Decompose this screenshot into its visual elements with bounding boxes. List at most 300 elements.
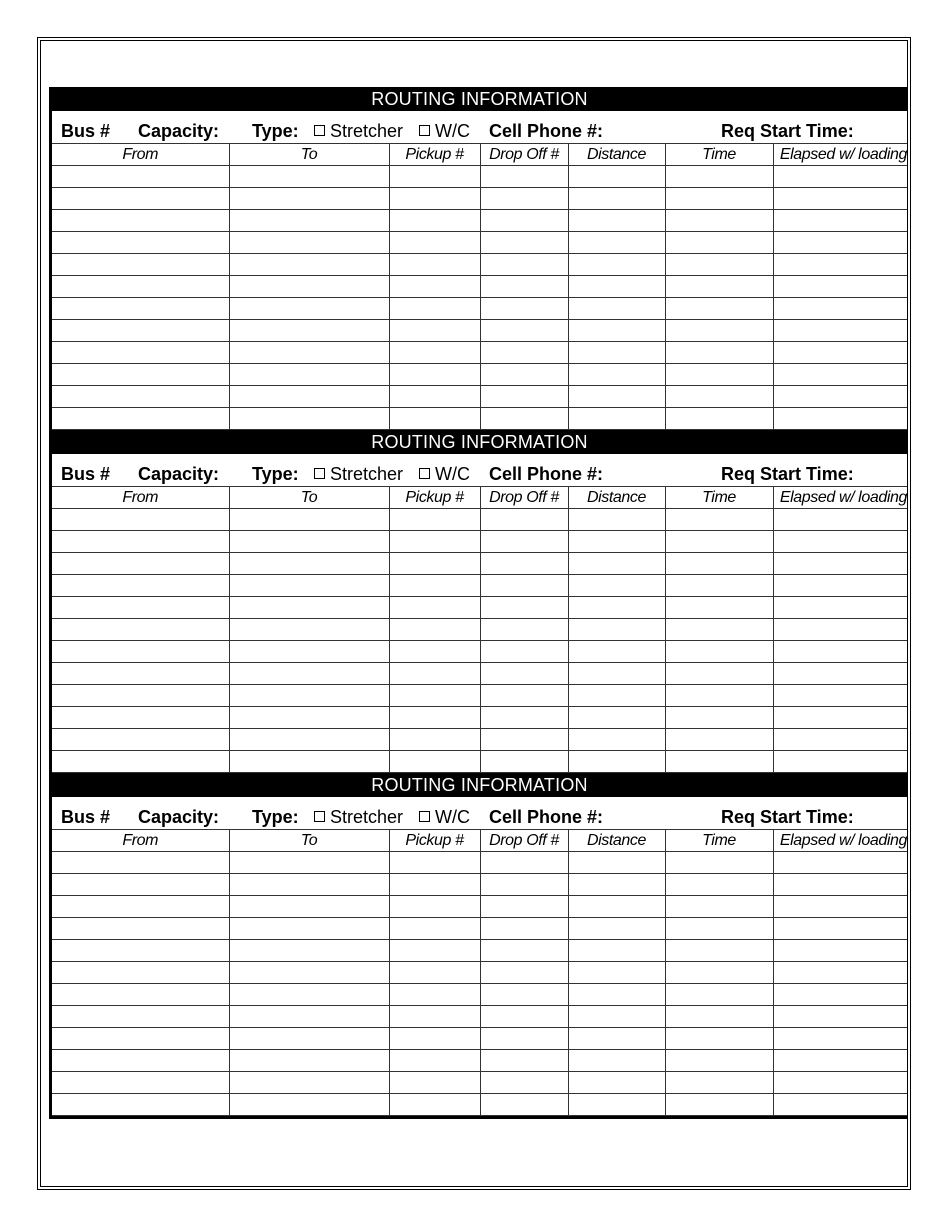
table-cell[interactable]: [52, 641, 229, 663]
table-cell[interactable]: [52, 1050, 229, 1072]
bus-number-label: Bus #: [61, 121, 111, 141]
table-cell[interactable]: [568, 1072, 665, 1094]
table-cell[interactable]: [773, 663, 907, 685]
table-cell[interactable]: [568, 1050, 665, 1072]
table-cell[interactable]: [389, 188, 480, 210]
table-cell[interactable]: [568, 707, 665, 729]
table-cell[interactable]: [52, 1094, 229, 1116]
routing-section: [49, 87, 907, 430]
table-cell[interactable]: [229, 575, 389, 597]
table-cell[interactable]: [773, 962, 907, 984]
table-cell[interactable]: [229, 1072, 389, 1094]
table-cell[interactable]: [52, 751, 229, 773]
stretcher-checkbox[interactable]: [314, 125, 325, 136]
column-header: Elapsed w/ loading: [773, 487, 907, 509]
table-cell[interactable]: [52, 232, 229, 254]
capacity-label: Capacity:: [138, 807, 220, 827]
table-cell[interactable]: [52, 188, 229, 210]
table-cell[interactable]: [665, 386, 773, 408]
wc-option[interactable]: [419, 806, 470, 828]
table-cell[interactable]: [568, 663, 665, 685]
table-cell[interactable]: [480, 298, 568, 320]
table-cell[interactable]: [229, 386, 389, 408]
table-cell[interactable]: [229, 1006, 389, 1028]
stretcher-checkbox[interactable]: [314, 468, 325, 479]
table-cell[interactable]: [52, 1006, 229, 1028]
table-cell[interactable]: [229, 298, 389, 320]
table-cell[interactable]: [773, 232, 907, 254]
table-cell[interactable]: [389, 575, 480, 597]
table-cell[interactable]: [229, 641, 389, 663]
table-row: [52, 874, 907, 896]
stretcher-option-label: Stretcher: [330, 121, 404, 141]
table-cell[interactable]: [389, 276, 480, 298]
table-cell[interactable]: [568, 188, 665, 210]
table-cell[interactable]: [480, 188, 568, 210]
table-cell[interactable]: [52, 166, 229, 188]
table-cell[interactable]: [480, 408, 568, 430]
table-cell[interactable]: [229, 210, 389, 232]
table-cell[interactable]: [389, 641, 480, 663]
table-cell[interactable]: [773, 342, 907, 364]
table-cell[interactable]: [773, 1094, 907, 1116]
table-cell[interactable]: [389, 364, 480, 386]
table-cell[interactable]: [480, 729, 568, 751]
table-row: [52, 320, 907, 342]
table-row: [52, 1028, 907, 1050]
table-cell[interactable]: [665, 729, 773, 751]
table-cell[interactable]: [229, 896, 389, 918]
table-cell[interactable]: [773, 940, 907, 962]
info-row: [52, 454, 907, 486]
table-cell[interactable]: [389, 210, 480, 232]
table-cell[interactable]: [480, 575, 568, 597]
table-cell[interactable]: [52, 940, 229, 962]
stretcher-checkbox[interactable]: [314, 811, 325, 822]
table-cell[interactable]: [773, 597, 907, 619]
table-cell[interactable]: [665, 320, 773, 342]
table-cell[interactable]: [480, 852, 568, 874]
table-cell[interactable]: [389, 531, 480, 553]
table-cell[interactable]: [389, 707, 480, 729]
table-cell[interactable]: [480, 940, 568, 962]
table-cell[interactable]: [665, 918, 773, 940]
table-cell[interactable]: [52, 619, 229, 641]
table-cell[interactable]: [773, 408, 907, 430]
table-cell[interactable]: [568, 619, 665, 641]
table-cell[interactable]: [480, 918, 568, 940]
table-cell[interactable]: [389, 751, 480, 773]
table-cell[interactable]: [229, 707, 389, 729]
table-cell[interactable]: [773, 874, 907, 896]
table-cell[interactable]: [480, 641, 568, 663]
table-cell[interactable]: [480, 364, 568, 386]
table-cell[interactable]: [52, 663, 229, 685]
table-cell[interactable]: [389, 320, 480, 342]
table-cell[interactable]: [229, 553, 389, 575]
table-cell[interactable]: [480, 1050, 568, 1072]
table-cell[interactable]: [665, 553, 773, 575]
wc-option-label: W/C: [435, 464, 470, 484]
column-header: Pickup #: [389, 144, 480, 166]
wc-option[interactable]: [419, 120, 470, 142]
table-cell[interactable]: [773, 751, 907, 773]
table-cell[interactable]: [52, 729, 229, 751]
table-cell[interactable]: [480, 707, 568, 729]
table-cell[interactable]: [480, 386, 568, 408]
table-cell[interactable]: [568, 408, 665, 430]
table-cell[interactable]: [773, 729, 907, 751]
table-cell[interactable]: [665, 874, 773, 896]
table-cell[interactable]: [52, 408, 229, 430]
table-cell[interactable]: [229, 509, 389, 531]
table-cell[interactable]: [480, 619, 568, 641]
table-cell[interactable]: [229, 1050, 389, 1072]
table-cell[interactable]: [52, 276, 229, 298]
table-cell[interactable]: [773, 553, 907, 575]
table-cell[interactable]: [665, 663, 773, 685]
table-cell[interactable]: [389, 1072, 480, 1094]
table-cell[interactable]: [480, 896, 568, 918]
table-cell[interactable]: [229, 751, 389, 773]
table-cell[interactable]: [52, 852, 229, 874]
table-cell[interactable]: [52, 984, 229, 1006]
table-cell[interactable]: [480, 874, 568, 896]
table-cell[interactable]: [568, 641, 665, 663]
table-cell[interactable]: [665, 364, 773, 386]
table-cell[interactable]: [389, 1006, 480, 1028]
table-cell[interactable]: [229, 320, 389, 342]
table-cell[interactable]: [52, 896, 229, 918]
column-header: Drop Off #: [480, 144, 568, 166]
table-cell[interactable]: [229, 254, 389, 276]
table-cell[interactable]: [389, 342, 480, 364]
table-cell[interactable]: [480, 254, 568, 276]
table-cell[interactable]: [389, 1028, 480, 1050]
table-cell[interactable]: [773, 188, 907, 210]
table-cell[interactable]: [773, 298, 907, 320]
table-row: [52, 254, 907, 276]
wc-option[interactable]: [419, 463, 470, 485]
table-cell[interactable]: [568, 962, 665, 984]
table-cell[interactable]: [665, 166, 773, 188]
table-cell[interactable]: [665, 751, 773, 773]
table-row: [52, 918, 907, 940]
stretcher-option[interactable]: [314, 120, 403, 142]
table-cell[interactable]: [773, 364, 907, 386]
table-cell[interactable]: [229, 940, 389, 962]
table-cell[interactable]: [773, 320, 907, 342]
table-row: [52, 166, 907, 188]
table-cell[interactable]: [568, 685, 665, 707]
table-cell[interactable]: [389, 729, 480, 751]
table-cell[interactable]: [665, 962, 773, 984]
table-cell[interactable]: [568, 276, 665, 298]
table-row: [52, 962, 907, 984]
table-cell[interactable]: [480, 276, 568, 298]
table-cell[interactable]: [568, 751, 665, 773]
table-cell[interactable]: [665, 408, 773, 430]
table-cell[interactable]: [773, 641, 907, 663]
table-cell[interactable]: [229, 729, 389, 751]
table-cell[interactable]: [480, 984, 568, 1006]
table-cell[interactable]: [52, 597, 229, 619]
table-cell[interactable]: [773, 1072, 907, 1094]
table-cell[interactable]: [665, 1006, 773, 1028]
table-cell[interactable]: [480, 685, 568, 707]
table-cell[interactable]: [480, 1072, 568, 1094]
table-cell[interactable]: [229, 232, 389, 254]
table-cell[interactable]: [665, 852, 773, 874]
stretcher-option[interactable]: [314, 806, 403, 828]
table-cell[interactable]: [52, 254, 229, 276]
table-cell[interactable]: [52, 685, 229, 707]
table-cell[interactable]: [480, 751, 568, 773]
table-cell[interactable]: [773, 1050, 907, 1072]
table-cell[interactable]: [52, 962, 229, 984]
column-header: From: [52, 487, 229, 509]
table-cell[interactable]: [229, 1028, 389, 1050]
table-cell[interactable]: [229, 531, 389, 553]
table-cell[interactable]: [480, 166, 568, 188]
table-cell[interactable]: [389, 386, 480, 408]
table-cell[interactable]: [665, 1072, 773, 1094]
table-cell[interactable]: [665, 188, 773, 210]
table-cell[interactable]: [389, 166, 480, 188]
table-cell[interactable]: [389, 663, 480, 685]
table-cell[interactable]: [665, 1094, 773, 1116]
table-cell[interactable]: [389, 232, 480, 254]
table-cell[interactable]: [665, 575, 773, 597]
table-cell[interactable]: [480, 509, 568, 531]
table-cell[interactable]: [773, 1028, 907, 1050]
table-row: [52, 1050, 907, 1072]
table-cell[interactable]: [52, 364, 229, 386]
table-cell[interactable]: [568, 852, 665, 874]
table-cell[interactable]: [480, 210, 568, 232]
table-cell[interactable]: [52, 210, 229, 232]
table-cell[interactable]: [229, 408, 389, 430]
table-cell[interactable]: [52, 531, 229, 553]
table-cell[interactable]: [773, 896, 907, 918]
table-cell[interactable]: [229, 962, 389, 984]
table-cell[interactable]: [568, 364, 665, 386]
table-cell[interactable]: [665, 984, 773, 1006]
table-cell[interactable]: [665, 509, 773, 531]
table-cell[interactable]: [568, 1094, 665, 1116]
table-cell[interactable]: [665, 1050, 773, 1072]
wc-checkbox[interactable]: [419, 468, 430, 479]
table-cell[interactable]: [568, 940, 665, 962]
wc-checkbox[interactable]: [419, 125, 430, 136]
routing-table: [52, 143, 907, 430]
table-cell[interactable]: [229, 685, 389, 707]
table-header-row: [52, 830, 907, 852]
table-cell[interactable]: [665, 342, 773, 364]
table-cell[interactable]: [773, 276, 907, 298]
table-cell[interactable]: [773, 619, 907, 641]
table-cell[interactable]: [229, 364, 389, 386]
table-cell[interactable]: [665, 210, 773, 232]
table-cell[interactable]: [52, 553, 229, 575]
table-cell[interactable]: [568, 918, 665, 940]
table-cell[interactable]: [568, 298, 665, 320]
table-cell[interactable]: [568, 166, 665, 188]
table-cell[interactable]: [568, 553, 665, 575]
table-cell[interactable]: [229, 597, 389, 619]
table-row: [52, 188, 907, 210]
table-cell[interactable]: [52, 298, 229, 320]
table-cell[interactable]: [389, 874, 480, 896]
table-cell[interactable]: [52, 386, 229, 408]
table-cell[interactable]: [389, 896, 480, 918]
table-row: [52, 685, 907, 707]
table-cell[interactable]: [389, 940, 480, 962]
table-cell[interactable]: [389, 509, 480, 531]
table-cell[interactable]: [568, 531, 665, 553]
table-cell[interactable]: [773, 531, 907, 553]
table-cell[interactable]: [229, 663, 389, 685]
table-cell[interactable]: [52, 707, 229, 729]
wc-checkbox[interactable]: [419, 811, 430, 822]
table-cell[interactable]: [568, 1006, 665, 1028]
table-cell[interactable]: [480, 531, 568, 553]
table-cell[interactable]: [389, 553, 480, 575]
table-cell[interactable]: [229, 166, 389, 188]
table-cell[interactable]: [773, 166, 907, 188]
table-cell[interactable]: [568, 874, 665, 896]
table-cell[interactable]: [568, 729, 665, 751]
table-cell[interactable]: [52, 1072, 229, 1094]
table-cell[interactable]: [665, 531, 773, 553]
table-cell[interactable]: [389, 619, 480, 641]
table-cell[interactable]: [773, 1006, 907, 1028]
routing-form: [49, 87, 907, 1119]
table-cell[interactable]: [665, 597, 773, 619]
table-row: [52, 298, 907, 320]
column-header: Distance: [568, 830, 665, 852]
table-cell[interactable]: [480, 342, 568, 364]
table-cell[interactable]: [665, 940, 773, 962]
table-cell[interactable]: [229, 188, 389, 210]
table-cell[interactable]: [665, 298, 773, 320]
table-cell[interactable]: [229, 874, 389, 896]
table-cell[interactable]: [52, 918, 229, 940]
table-cell[interactable]: [52, 320, 229, 342]
table-cell[interactable]: [568, 597, 665, 619]
table-cell[interactable]: [665, 685, 773, 707]
table-cell[interactable]: [389, 918, 480, 940]
capacity-label: Capacity:: [138, 121, 220, 141]
table-cell[interactable]: [665, 896, 773, 918]
table-cell[interactable]: [229, 918, 389, 940]
table-cell[interactable]: [389, 852, 480, 874]
table-row: [52, 940, 907, 962]
table-cell[interactable]: [665, 707, 773, 729]
table-cell[interactable]: [568, 1028, 665, 1050]
table-cell[interactable]: [389, 685, 480, 707]
table-cell[interactable]: [480, 1006, 568, 1028]
table-cell[interactable]: [52, 342, 229, 364]
table-cell[interactable]: [389, 597, 480, 619]
table-cell[interactable]: [229, 1094, 389, 1116]
table-cell[interactable]: [568, 254, 665, 276]
table-row: [52, 364, 907, 386]
table-cell[interactable]: [773, 575, 907, 597]
table-cell[interactable]: [665, 1028, 773, 1050]
table-cell[interactable]: [480, 962, 568, 984]
table-cell[interactable]: [568, 509, 665, 531]
table-cell[interactable]: [665, 276, 773, 298]
table-cell[interactable]: [389, 254, 480, 276]
section-header: ROUTING INFORMATION: [52, 773, 907, 797]
table-cell[interactable]: [52, 509, 229, 531]
table-cell[interactable]: [665, 641, 773, 663]
table-cell[interactable]: [389, 962, 480, 984]
table-cell[interactable]: [389, 1094, 480, 1116]
column-header: From: [52, 144, 229, 166]
table-row: [52, 707, 907, 729]
table-cell[interactable]: [480, 320, 568, 342]
table-cell[interactable]: [665, 232, 773, 254]
table-cell[interactable]: [52, 874, 229, 896]
table-cell[interactable]: [480, 553, 568, 575]
table-cell[interactable]: [480, 597, 568, 619]
table-cell[interactable]: [773, 852, 907, 874]
table-cell[interactable]: [389, 1050, 480, 1072]
table-cell[interactable]: [52, 575, 229, 597]
table-cell[interactable]: [568, 896, 665, 918]
type-label: Type:: [252, 807, 299, 827]
table-cell[interactable]: [773, 707, 907, 729]
table-cell[interactable]: [229, 619, 389, 641]
table-cell[interactable]: [568, 232, 665, 254]
table-cell[interactable]: [389, 408, 480, 430]
table-cell[interactable]: [773, 254, 907, 276]
table-row: [52, 386, 907, 408]
table-cell[interactable]: [568, 320, 665, 342]
table-cell[interactable]: [389, 298, 480, 320]
table-cell[interactable]: [568, 386, 665, 408]
table-cell[interactable]: [773, 210, 907, 232]
table-cell[interactable]: [773, 685, 907, 707]
table-cell[interactable]: [773, 509, 907, 531]
table-cell[interactable]: [480, 663, 568, 685]
table-cell[interactable]: [773, 984, 907, 1006]
table-cell[interactable]: [480, 1028, 568, 1050]
table-cell[interactable]: [568, 210, 665, 232]
stretcher-option[interactable]: [314, 463, 403, 485]
table-cell[interactable]: [229, 342, 389, 364]
table-cell[interactable]: [773, 918, 907, 940]
table-cell[interactable]: [52, 1028, 229, 1050]
column-header: To: [229, 487, 389, 509]
table-row: [52, 896, 907, 918]
table-cell[interactable]: [480, 232, 568, 254]
table-cell[interactable]: [665, 619, 773, 641]
table-cell[interactable]: [773, 386, 907, 408]
table-cell[interactable]: [568, 342, 665, 364]
table-cell[interactable]: [480, 1094, 568, 1116]
table-cell[interactable]: [389, 984, 480, 1006]
table-cell[interactable]: [568, 984, 665, 1006]
table-cell[interactable]: [665, 254, 773, 276]
table-row: [52, 984, 907, 1006]
table-cell[interactable]: [229, 276, 389, 298]
table-cell[interactable]: [568, 575, 665, 597]
table-cell[interactable]: [229, 984, 389, 1006]
table-cell[interactable]: [229, 852, 389, 874]
